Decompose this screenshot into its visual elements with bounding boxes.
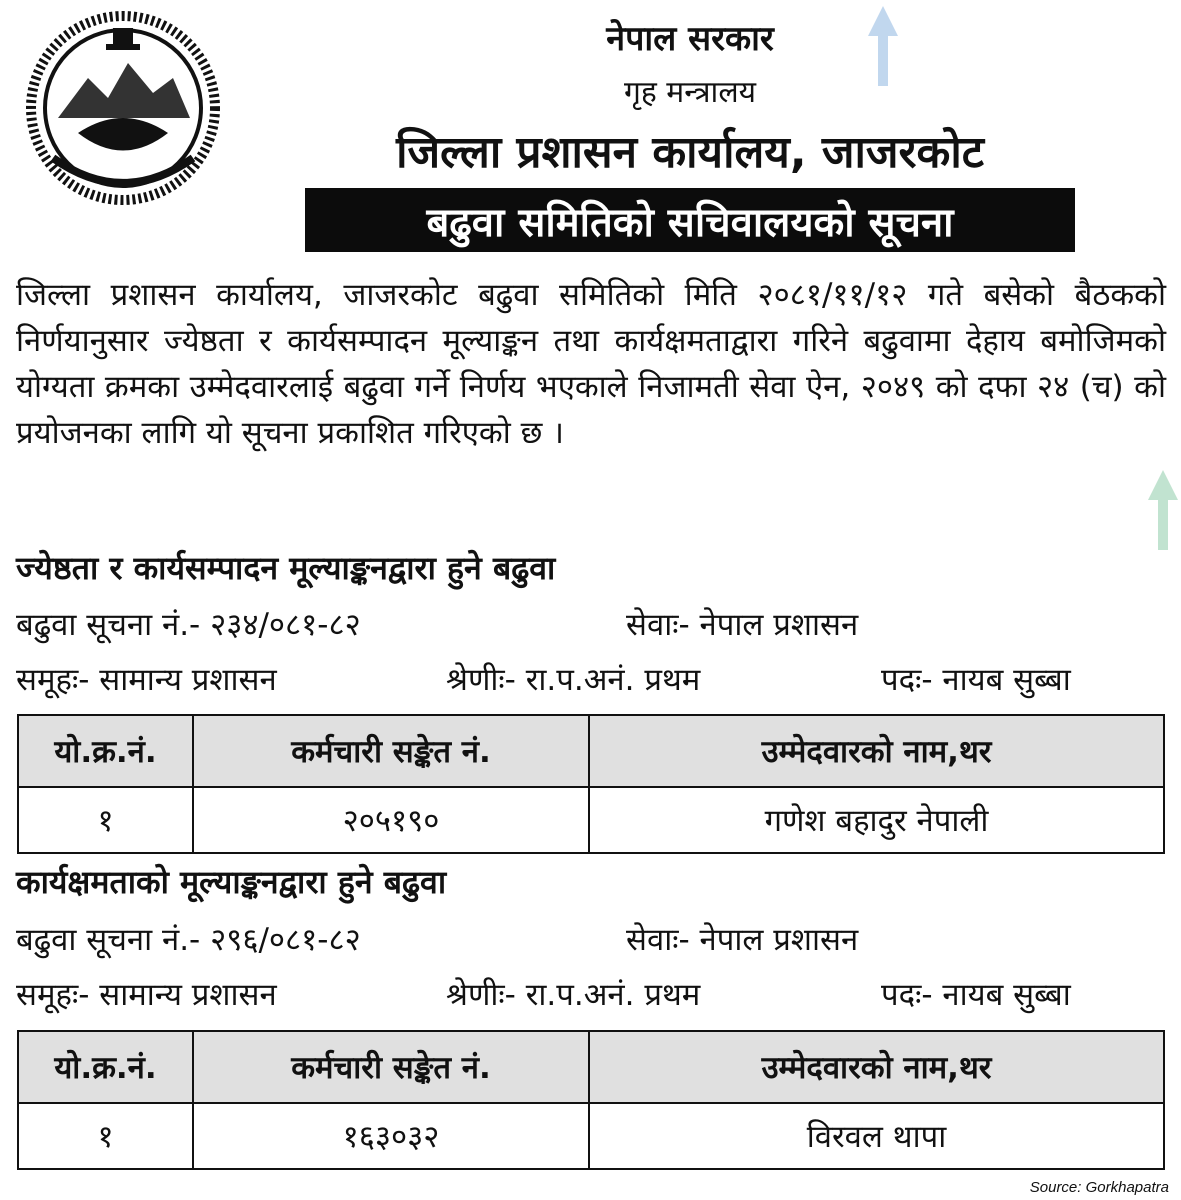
- section-1-info-line-2: [16, 658, 1166, 700]
- header-office: जिल्ला प्रशासन कार्यालय, जाजरकोट: [396, 127, 984, 178]
- header-employee-code: कर्मचारी सङ्केत नं.: [193, 715, 589, 787]
- table-row: [18, 1103, 1164, 1169]
- cell-employee-code: २०५१९०: [193, 787, 589, 853]
- table-header-row: [18, 715, 1164, 787]
- section-2-info-line-1: [16, 918, 1166, 960]
- header-ministry: गृह मन्त्रालय: [623, 75, 757, 110]
- cell-serial-number: १: [18, 787, 193, 853]
- header-serial-number: यो.क्र.नं.: [18, 1031, 193, 1103]
- section-1-service: सेवाः- नेपाल प्रशासन: [626, 607, 859, 643]
- table-header-row: [18, 1031, 1164, 1103]
- section-1-title: ज्येष्ठता र कार्यसम्पादन मूल्याङ्कनद्वारा हुने बढुवा: [16, 549, 556, 587]
- section-2-post: पदः- नायब सुब्बा: [881, 977, 1071, 1013]
- intro-paragraph: जिल्ला प्रशासन कार्यालय, जाजरकोट बढुवा समितिको मिति २०८१/११/१२ गते बसेको बैठकको निर्णयानुसार ज्येष्ठता र कार्यसम्पादन मूल्याङ्कन तथा कार्यक्षमताद्वारा गरिने बढुवामा देहाय बमोजिमको योग्यता क्रमका उम्मेदवारलाई बढुवा गर्ने निर्णय भएकाले निजामती सेवा ऐन, २०४९ को दफा २४ (च) को प्रयोजनका लागि यो सूचना प्रकाशित गरिएको छ ।: [16, 277, 1166, 451]
- header-candidate-name: उम्मेदवारको नाम,थर: [589, 715, 1164, 787]
- section-1-post: पदः- नायब सुब्बा: [881, 662, 1071, 698]
- section-1-table: [17, 714, 1165, 854]
- section-1-group: समूहः- सामान्य प्रशासन: [16, 662, 277, 698]
- section-2-notice-no: बढुवा सूचना नं.- २९६/०८१-८२: [16, 922, 361, 958]
- header-employee-code: कर्मचारी सङ्केत नं.: [193, 1031, 589, 1103]
- section-1-class: श्रेणीः- रा.प.अनं. प्रथम: [446, 662, 701, 698]
- section-2-group: समूहः- सामान्य प्रशासन: [16, 977, 277, 1013]
- header-serial-number: यो.क्र.नं.: [18, 715, 193, 787]
- section-1-info-line-1: [16, 603, 1166, 645]
- watermark-arrow-icon: [868, 6, 898, 86]
- cell-candidate-name: गणेश बहादुर नेपाली: [589, 787, 1164, 853]
- section-2-class: श्रेणीः- रा.प.अनं. प्रथम: [446, 977, 701, 1013]
- government-emblem: [18, 8, 228, 208]
- section-2-service: सेवाः- नेपाल प्रशासन: [626, 922, 859, 958]
- section-2-table: [17, 1030, 1165, 1170]
- cell-employee-code: १६३०३२: [193, 1103, 589, 1169]
- table-row: [18, 787, 1164, 853]
- notice-title-banner: बढुवा समितिको सचिवालयको सूचना: [305, 188, 1075, 252]
- section-2-title: कार्यक्षमताको मूल्याङ्कनद्वारा हुने बढुवा: [16, 863, 447, 901]
- watermark-arrow-icon: [1148, 470, 1178, 550]
- cell-candidate-name: विरवल थापा: [589, 1103, 1164, 1169]
- header-government: नेपाल सरकार: [606, 19, 774, 59]
- section-2-info-line-2: [16, 973, 1166, 1015]
- cell-serial-number: १: [18, 1103, 193, 1169]
- source-credit: Source: Gorkhapatra: [1029, 1179, 1169, 1196]
- header-candidate-name: उम्मेदवारको नाम,थर: [589, 1031, 1164, 1103]
- section-1-notice-no: बढुवा सूचना नं.- २३४/०८१-८२: [16, 607, 361, 643]
